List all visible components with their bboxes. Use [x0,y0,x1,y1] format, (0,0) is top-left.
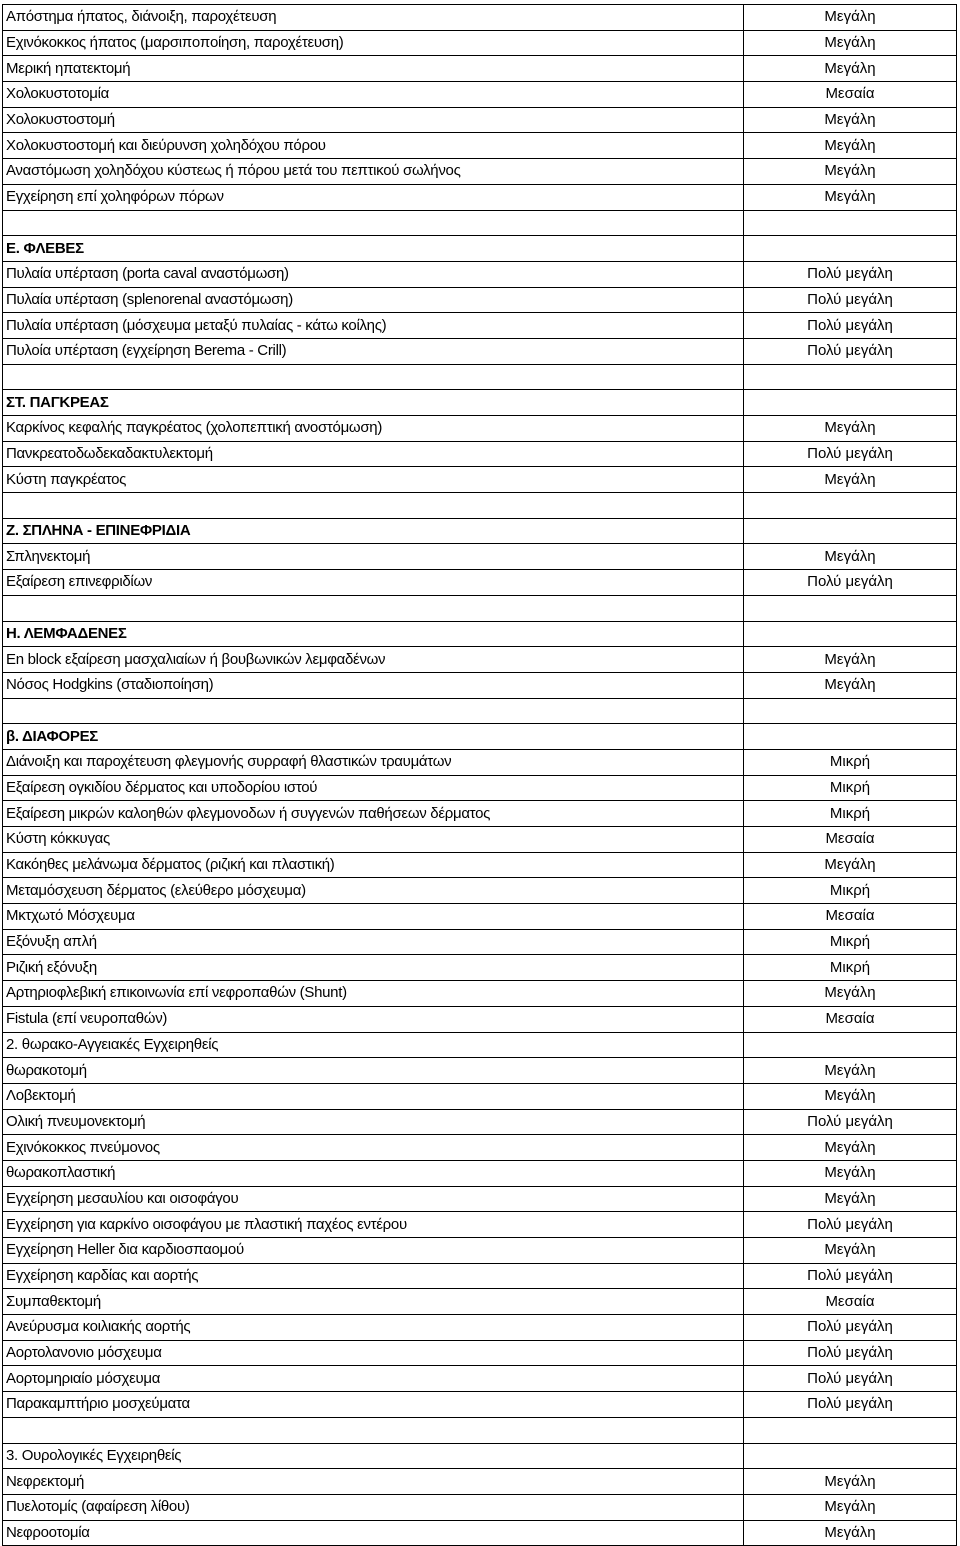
table-row [3,56,957,82]
table-row [3,852,957,878]
empty-cell [744,364,957,390]
procedure-name-cell: Εγχείρηση καρδίας και αορτής [3,1263,744,1289]
table-row [3,1289,957,1315]
procedure-name-cell: Συμπαθεκτομή [3,1289,744,1315]
severity-cell: Μεσαία [744,1289,957,1315]
procedure-name-cell: Αορτολανονιο μόσχευμα [3,1340,744,1366]
empty-cell [744,595,957,621]
procedure-name-cell: Εγχείρηση επί χοληφόρων πόρων [3,184,744,210]
spacer-row [3,698,957,724]
procedure-name-cell: Εξόνυξη απλή [3,929,744,955]
table-row [3,1315,957,1341]
table-row [3,544,957,570]
procedure-name-cell: Αρτηριοφλεβική επικοινωνία επί νεφροπαθών (Shunt) [3,981,744,1007]
table-row [3,107,957,133]
table-row [3,1366,957,1392]
table-row [3,1109,957,1135]
severity-cell: Πολύ μεγάλη [744,1366,957,1392]
category-header-row [3,1443,957,1469]
procedure-name-cell: Κύστη κόκκυγας [3,827,744,853]
severity-cell: Μεγάλη [744,5,957,31]
severity-cell: Μεγάλη [744,133,957,159]
empty-cell [744,518,957,544]
severity-cell: Μεγάλη [744,1058,957,1084]
table-row [3,441,957,467]
table-row [3,1006,957,1032]
section-header-row [3,724,957,750]
empty-cell [744,236,957,262]
section-header-row [3,621,957,647]
procedure-name-cell: Νεφροοτομία [3,1520,744,1546]
severity-cell: Μεσαία [744,82,957,108]
severity-cell: Μικρή [744,878,957,904]
severity-cell: Μικρή [744,775,957,801]
procedure-name-cell: Πυλαία υπέρταση (porta caval αναστόμωση) [3,261,744,287]
table-row [3,1083,957,1109]
severity-cell: Μεγάλη [744,1083,957,1109]
table-row [3,904,957,930]
procedure-name-cell: Πυλαία υπέρταση (μόσχευμα μεταξύ πυλαίας - κάτω κοίλης) [3,313,744,339]
table-row [3,82,957,108]
table-row [3,338,957,364]
empty-cell [3,493,744,519]
section-title-cell: β. ΔΙΑΦΟΡΕΣ [3,724,744,750]
procedure-name-cell: Απόστημα ήπατος, διάνοιξη, παροχέτευση [3,5,744,31]
severity-cell: Μεγάλη [744,1469,957,1495]
table-row [3,647,957,673]
severity-cell: Μεγάλη [744,1520,957,1546]
table-row [3,570,957,596]
table-row [3,1058,957,1084]
table-row [3,416,957,442]
procedure-name-cell: Παρακαμπτήριο μοσχεύματα [3,1392,744,1418]
section-title-cell: 2. θωρακο-Αγγειακές Εγχειρηθείς [3,1032,744,1058]
procedure-name-cell: Χολοκυστοτομία [3,82,744,108]
empty-cell [744,390,957,416]
table-row [3,1340,957,1366]
table-row [3,1186,957,1212]
severity-cell: Μεσαία [744,904,957,930]
table-row [3,261,957,287]
table-row [3,929,957,955]
empty-cell [3,364,744,390]
procedure-name-cell: Νεφρεκτομή [3,1469,744,1495]
spacer-row [3,364,957,390]
procedure-name-cell: En block εξαίρεση μασχαλιαίων ή βουβωνικών λεμφαδένων [3,647,744,673]
severity-cell: Πολύ μεγάλη [744,1340,957,1366]
severity-cell: Μεγάλη [744,1494,957,1520]
procedure-name-cell: Μεταμόσχευση δέρματος (ελεύθερο μόσχευμα) [3,878,744,904]
severity-cell: Μεγάλη [744,467,957,493]
category-header-row [3,1032,957,1058]
procedure-name-cell: Καρκίνος κεφαλής παγκρέατος (χολοπεπτική ανοστόμωση) [3,416,744,442]
severity-cell: Μεσαία [744,1006,957,1032]
severity-cell: Μεγάλη [744,544,957,570]
table-row [3,1392,957,1418]
section-title-cell: Η. ΛΕΜΦΑΔΕΝΕΣ [3,621,744,647]
severity-cell: Μεγάλη [744,1186,957,1212]
procedure-name-cell: Χολοκυστοστομή και διεύρυνση χοληδόχου πόρου [3,133,744,159]
section-title-cell: Ζ. ΣΠΛΗΝΑ - ΕΠΙΝΕΦΡΙΔΙΑ [3,518,744,544]
empty-cell [744,724,957,750]
procedure-name-cell: Εγχείρηση για καρκίνο οισοφάγου με πλαστική παχέος εντέρου [3,1212,744,1238]
severity-cell: Πολύ μεγάλη [744,1212,957,1238]
table-row [3,287,957,313]
procedure-name-cell: Πυλοία υπέρταση (εγχείρηση Berema - Crill) [3,338,744,364]
section-header-row [3,390,957,416]
table-row [3,827,957,853]
severity-cell: Μεγάλη [744,184,957,210]
severity-cell: Μεγάλη [744,672,957,698]
table-row [3,1135,957,1161]
procedure-name-cell: Εξαίρεση μικρών καλοηθών φλεγμονοδων ή συγγενών παθήσεων δέρματος [3,801,744,827]
section-title-cell: ΣΤ. ΠΑΓΚΡΕΑΣ [3,390,744,416]
procedure-name-cell: Πανκρεατοδωδεκαδακτυλεκτομή [3,441,744,467]
severity-cell: Πολύ μεγάλη [744,1109,957,1135]
procedure-name-cell: Πυελοτομίς (αφαίρεση λίθου) [3,1494,744,1520]
spacer-row [3,210,957,236]
procedure-name-cell: Εγχείρηση Heller δια καρδιοσπαομού [3,1238,744,1264]
table-row [3,1212,957,1238]
procedure-name-cell: Ριζική εξόνυξη [3,955,744,981]
severity-cell: Μεγάλη [744,1238,957,1264]
table-row [3,672,957,698]
procedure-name-cell: Κακόηθες μελάνωμα δέρματος (ριζική και πλαστική) [3,852,744,878]
severity-cell: Μικρή [744,749,957,775]
table-row [3,133,957,159]
empty-cell [744,1417,957,1443]
severity-cell: Μεγάλη [744,981,957,1007]
procedure-name-cell: Αναστόμωση χοληδόχου κύστεως ή πόρου μετά του πεπτικού σωλήνος [3,159,744,185]
table-row [3,1469,957,1495]
procedure-name-cell: Αορτομηριαίο μόσχευμα [3,1366,744,1392]
severity-cell: Μεγάλη [744,1135,957,1161]
empty-cell [3,1417,744,1443]
empty-cell [744,1443,957,1469]
procedure-name-cell: Κύστη παγκρέατος [3,467,744,493]
table-row [3,775,957,801]
procedures-table-body [3,5,957,1546]
table-row [3,159,957,185]
severity-cell: Πολύ μεγάλη [744,441,957,467]
severity-cell: Μεγάλη [744,107,957,133]
empty-cell [744,210,957,236]
spacer-row [3,595,957,621]
table-row [3,878,957,904]
table-row [3,467,957,493]
procedure-name-cell: Μερική ηπατεκτομή [3,56,744,82]
section-header-row [3,518,957,544]
procedure-name-cell: Ολική πνευμονεκτομή [3,1109,744,1135]
severity-cell: Πολύ μεγάλη [744,338,957,364]
procedure-name-cell: Μκτχωτό Μόσχευμα [3,904,744,930]
severity-cell: Πολύ μεγάλη [744,570,957,596]
procedure-name-cell: Εξαίρεση επινεφριδίων [3,570,744,596]
table-row [3,1520,957,1546]
table-row [3,1494,957,1520]
procedure-name-cell: Εξαίρεση ογκιδίου δέρματος και υποδορίου ιστού [3,775,744,801]
empty-cell [744,1032,957,1058]
severity-cell: Μικρή [744,801,957,827]
table-row [3,313,957,339]
procedure-name-cell: Εγχείρηση μεσαυλίου και οισοφάγου [3,1186,744,1212]
procedures-table [2,4,957,1546]
procedure-name-cell: Διάνοιξη και παροχέτευση φλεγμονής συρραφή θλαστικών τραυμάτων [3,749,744,775]
procedure-name-cell: θωρακοτομή [3,1058,744,1084]
severity-cell: Μεγάλη [744,56,957,82]
empty-cell [3,210,744,236]
severity-cell: Πολύ μεγάλη [744,1263,957,1289]
table-row [3,184,957,210]
section-title-cell: Ε. ΦΛΕΒΕΣ [3,236,744,262]
table-row [3,955,957,981]
section-header-row [3,236,957,262]
procedure-name-cell: Fistula (επί νευροπαθών) [3,1006,744,1032]
table-row [3,5,957,31]
table-row [3,1160,957,1186]
severity-cell: Μεγάλη [744,416,957,442]
procedure-name-cell: Λοβεκτομή [3,1083,744,1109]
severity-cell: Μικρή [744,929,957,955]
empty-cell [744,698,957,724]
severity-cell: Μικρή [744,955,957,981]
section-title-cell: 3. Ουρολογικές Εγχειρηθείς [3,1443,744,1469]
table-row [3,1238,957,1264]
procedure-name-cell: Χολοκυστοστομή [3,107,744,133]
severity-cell: Μεγάλη [744,1160,957,1186]
procedure-name-cell: Σπληνεκτομή [3,544,744,570]
procedure-name-cell: Εχινόκοκκος ήπατος (μαρσιπoπoίηση, παροχέτευση) [3,30,744,56]
severity-cell: Πολύ μεγάλη [744,1392,957,1418]
table-row [3,749,957,775]
procedure-name-cell: Εχινόκοκκος πνεύμονος [3,1135,744,1161]
severity-cell: Πολύ μεγάλη [744,261,957,287]
spacer-row [3,493,957,519]
severity-cell: Μεσαία [744,827,957,853]
procedure-name-cell: θωρακοπλαστική [3,1160,744,1186]
empty-cell [3,698,744,724]
severity-cell: Πολύ μεγάλη [744,313,957,339]
empty-cell [744,621,957,647]
procedure-name-cell: Ανεύρυσμα κοιλιακής αορτής [3,1315,744,1341]
procedure-name-cell: Νόσος Hodgkins (σταδιοποίηση) [3,672,744,698]
table-row [3,801,957,827]
empty-cell [744,493,957,519]
severity-cell: Μεγάλη [744,852,957,878]
empty-cell [3,595,744,621]
table-row [3,30,957,56]
severity-cell: Πολύ μεγάλη [744,1315,957,1341]
severity-cell: Μεγάλη [744,159,957,185]
procedure-name-cell: Πυλαία υπέρταση (splenorenal αναστόμωση) [3,287,744,313]
document-page [2,4,956,1546]
table-row [3,981,957,1007]
severity-cell: Μεγάλη [744,647,957,673]
table-row [3,1263,957,1289]
spacer-row [3,1417,957,1443]
severity-cell: Πολύ μεγάλη [744,287,957,313]
severity-cell: Μεγάλη [744,30,957,56]
